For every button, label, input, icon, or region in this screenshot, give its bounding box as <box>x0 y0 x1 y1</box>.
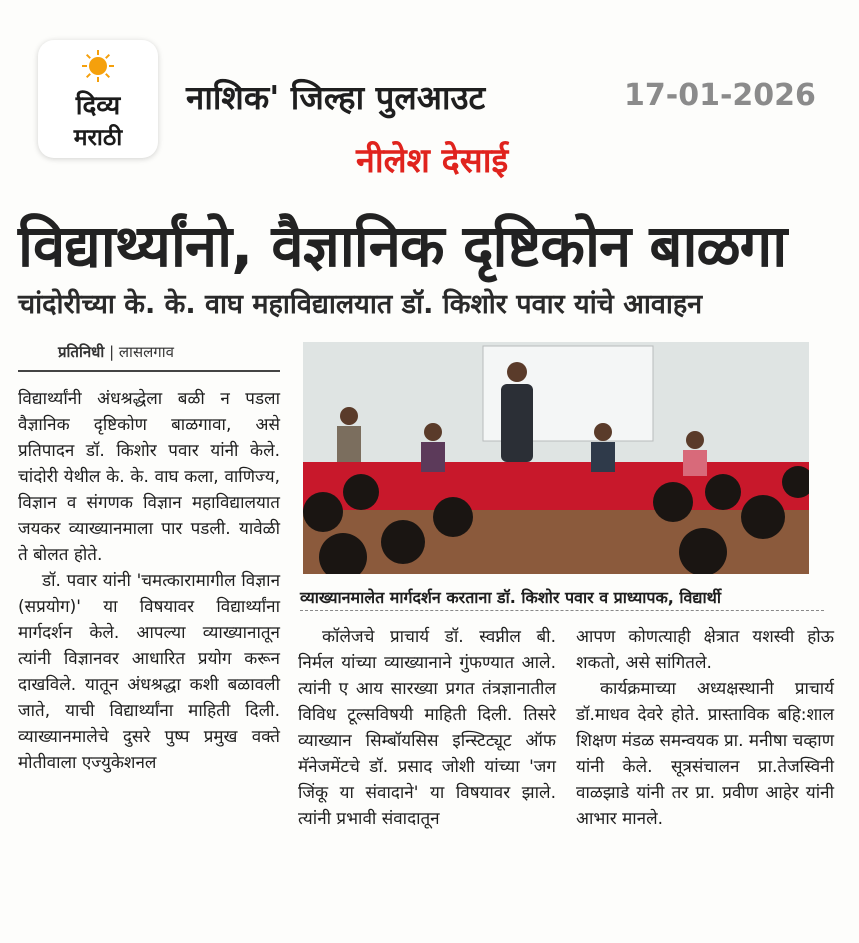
lecture-hall-illustration <box>303 342 809 574</box>
byline-place: लासलगाव <box>118 343 174 361</box>
byline-divider <box>18 370 280 372</box>
paragraph: कार्यक्रमाच्या अध्यक्षस्थानी प्राचार्य डॉ.माधव देवरे होते. प्रास्ताविक बहि:शाल शिक्षण मंडळ समन्वयक प्रा. मनीषा चव्हाण यांनी केले. सूत्रसंचालन प्रा.तेजस्विनी वाळझाडे यांनी तर प्रा. प्रवीण आहेर यांनी आभार मानले. <box>576 679 834 829</box>
article-column-2 <box>298 624 556 832</box>
article-column-3 <box>576 624 834 832</box>
caption-divider <box>300 610 824 611</box>
edition-title: नाशिक' जिल्हा पुलआउट <box>186 78 486 117</box>
paragraph: कॉलेजचे प्राचार्य डॉ. स्वप्नील बी. निर्मल यांच्या व्याख्यानाने गुंफण्यात आले. त्यांनी ए आय सारख्या प्रगत तंत्रज्ञानातील विविध टूल्सविषयी माहिती दिली. तिसरे व्याख्यान सिम्बॉयसिस इन्स्टिट्यूट ऑफ मॅनेजमेंटचे डॉ. प्रसाद जोशी यांच्या 'जग जिंकू या संवादाने' या विषयावर झाले. त्यांनी प्रभावी संवादातून <box>298 627 556 829</box>
photo-caption: व्याख्यानमालेत मार्गदर्शन करताना डॉ. किशोर पवार व प्राध्यापक, विद्यार्थी <box>300 588 722 607</box>
publication-date: 17-01-2026 <box>624 78 816 113</box>
paragraph: विद्यार्थ्यांनी अंधश्रद्धेला बळी न पडला वैज्ञानिक दृष्टिकोण बाळगावा, असे प्रतिपादन डॉ. किशोर पवार यांनी केले. चांदोरी येथील के. के. वाघ कला, वाणिज्य, विज्ञान व संगणक विज्ञान महाविद्यालयात जयकर व्याख्यानमाला पार पडली. यावेळी ते बोलत होते. <box>18 389 280 565</box>
article-headline: विद्यार्थ्यांनो, वैज्ञानिक दृष्टिकोन बाळगा <box>18 212 787 280</box>
event-photo <box>303 342 809 574</box>
sun-icon <box>82 50 114 82</box>
paragraph: आपण कोणत्याही क्षेत्रात यशस्वी होऊ शकतो, असे सांगितले. <box>576 627 834 673</box>
byline: प्रतिनिधी | लासलगाव <box>58 343 174 361</box>
article-subheadline: चांदोरीच्या के. के. वाघ महाविद्यालयात डॉ. किशोर पवार यांचे आवाहन <box>18 289 703 320</box>
logo-text-line1: दिव्य <box>75 91 121 121</box>
divya-marathi-logo <box>38 40 158 158</box>
byline-label: प्रतिनिधी <box>58 343 105 361</box>
paragraph: डॉ. पवार यांनी 'चमत्कारामागील विज्ञान (सप्रयोग)' या विषयावर विद्यार्थ्यांना मार्गदर्शन केले. आपल्या व्याख्यानातून त्यांनी विज्ञानवर आधारित प्रयोग करून दाखविले. यातून अंधश्रद्धा कशी बळावली जाते, याची विद्यार्थ्यांना माहिती दिली. व्याख्यानमालेचे दुसरे पुष्प प्रमुख वक्ते मोतीवाला एज्युकेशनल <box>18 571 280 773</box>
logo-text-line2: मराठी <box>73 125 123 151</box>
article-column-1 <box>18 386 280 776</box>
reporter-name: नीलेश देसाई <box>356 141 509 181</box>
